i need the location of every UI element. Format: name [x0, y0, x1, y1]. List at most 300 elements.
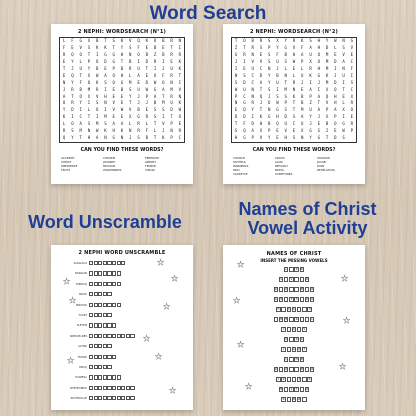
grid-letter: Y: [284, 38, 287, 44]
vowel-blank-box[interactable]: [287, 327, 292, 332]
grid-letter: R: [178, 128, 182, 134]
grid-letter: T: [79, 135, 82, 141]
word-unscramble-title: 2 NEPHI WORD UNSCRAMBLE: [78, 250, 166, 256]
word-search-2-title: 2 NEPHI: WORDSEARCH (N°2): [249, 29, 339, 35]
grid-letter: T: [162, 93, 165, 99]
grid-letter: R: [129, 65, 132, 71]
grid-letter: G: [317, 72, 320, 78]
grid-letter: J: [317, 79, 320, 85]
grid-letter: T: [292, 100, 296, 106]
vowel-row: [223, 297, 365, 303]
word-list-item: LIBERTY: [145, 160, 157, 165]
grid-letter: W: [342, 128, 345, 134]
grid-letter: W: [153, 79, 157, 85]
scrambled-word: YRENUOJ: [75, 282, 87, 286]
grid-letter: D: [334, 135, 337, 141]
vowel-blank-box[interactable]: [284, 297, 289, 302]
grid-letter: T: [112, 45, 115, 51]
vowel-blank-box[interactable]: [297, 307, 302, 312]
scrambled-word: ERVTNIOLAE: [70, 397, 87, 401]
grid-letter: V: [259, 135, 263, 141]
grid-letter: T: [153, 135, 157, 141]
grid-letter: O: [79, 93, 82, 99]
grid-letter: Z: [153, 51, 157, 57]
grid-letter: U: [170, 100, 173, 106]
grid-letter: V: [129, 107, 132, 113]
grid-letter: A: [334, 107, 337, 113]
grid-letter: R: [178, 51, 182, 57]
star-icon: ★: [143, 334, 151, 343]
vowel-blank-box[interactable]: [289, 317, 294, 322]
grid-letter: S: [267, 38, 271, 44]
grid-letter: D: [251, 121, 254, 127]
grid-letter: V: [162, 121, 165, 127]
answer-box[interactable]: [112, 323, 116, 327]
grid-letter: L: [334, 45, 337, 51]
star-icon: ★: [67, 356, 75, 365]
grid-letter: L: [129, 121, 132, 127]
answer-boxes[interactable]: [89, 261, 126, 265]
grid-letter: T: [129, 100, 132, 106]
grid-letter: N: [129, 51, 132, 57]
scrambled-word: PLETEM: [76, 324, 87, 328]
vowel-blank-box[interactable]: [292, 377, 297, 382]
answer-boxes[interactable]: [89, 313, 112, 317]
grid-letter: I: [334, 65, 337, 71]
vowel-blank-box[interactable]: [294, 367, 299, 372]
grid-letter: C: [178, 79, 182, 85]
answer-box[interactable]: [130, 396, 134, 400]
vowel-blank-box[interactable]: [300, 387, 305, 392]
letter-box: R: [308, 377, 311, 381]
star-icon: ★: [69, 296, 77, 305]
grid-letter: H: [259, 121, 263, 127]
grid-letter: L: [145, 121, 148, 127]
vowel-blank-box[interactable]: [281, 307, 286, 312]
grid-letter: F: [301, 45, 304, 51]
grid-letter: N: [120, 135, 124, 141]
grid-letter: U: [243, 86, 246, 92]
names-of-christ-heading: [205, 200, 410, 238]
names-of-christ-sheet: [223, 245, 365, 410]
grid-letter: F: [62, 45, 66, 51]
letter-box: M: [277, 307, 280, 311]
letter-box: H: [308, 307, 311, 311]
answer-boxes[interactable]: [89, 334, 135, 338]
grid-letter: T: [120, 58, 124, 64]
scrambled-word: NTEDECBEOI: [70, 386, 87, 390]
grid-letter: B: [95, 65, 99, 71]
grid-letter: C: [350, 58, 354, 64]
unscramble-row: [57, 271, 187, 278]
vowel-row: [223, 307, 365, 313]
grid-letter: S: [234, 128, 238, 134]
letter-box: R: [282, 377, 285, 381]
grid-letter: J: [129, 135, 132, 141]
answer-box[interactable]: [107, 292, 111, 296]
grid-letter: Z: [234, 45, 238, 51]
answer-box[interactable]: [130, 386, 134, 390]
grid-letter: K: [120, 128, 124, 134]
grid-letter: V: [112, 100, 115, 106]
vowel-blank-box[interactable]: [289, 367, 294, 372]
grid-letter: C: [251, 79, 254, 85]
grid-letter: J: [259, 100, 263, 106]
grid-letter: S: [137, 135, 140, 141]
scrambled-word: SARALELO: [73, 262, 87, 265]
grid-letter: B: [276, 72, 279, 78]
grid-letter: N: [129, 128, 132, 134]
grid-letter: R: [95, 86, 99, 92]
grid-letter: P: [251, 135, 254, 141]
grid-letter: C: [79, 114, 82, 120]
grid-letter: S: [267, 58, 271, 64]
vowel-blank-box[interactable]: [289, 357, 294, 362]
letter-box: M: [300, 287, 303, 291]
grid-letter: R: [137, 128, 140, 134]
grid-letter: B: [301, 93, 304, 99]
grid-letter: P: [284, 100, 287, 106]
letter-box: M: [300, 367, 303, 371]
grid-letter: S: [87, 45, 91, 51]
grid-letter: S: [112, 38, 115, 44]
grid-letter: Y: [129, 93, 132, 99]
grid-letter: G: [153, 86, 157, 92]
grid-letter: W: [95, 128, 99, 134]
word-list-item: JOURNEY: [103, 160, 116, 165]
grid-letter: V: [79, 45, 82, 51]
unscramble-row: [57, 344, 187, 351]
grid-letter: E: [71, 45, 74, 51]
answer-box[interactable]: [117, 271, 121, 275]
letter-box: D: [300, 267, 303, 271]
answer-box[interactable]: [117, 282, 121, 286]
grid-letter: L: [87, 107, 91, 113]
grid-letter: W: [95, 72, 99, 78]
grid-letter: C: [350, 86, 354, 92]
vowel-blank-box[interactable]: [302, 307, 307, 312]
grid-letter: A: [317, 107, 320, 113]
answer-boxes[interactable]: [89, 292, 112, 296]
grid-letter: Y: [325, 38, 329, 44]
grid-letter: L: [301, 65, 304, 71]
grid-letter: B: [120, 65, 124, 71]
vowel-blank-box[interactable]: [289, 267, 294, 272]
grid-letter: H: [317, 45, 320, 51]
word-list-item: MESSIAH: [275, 164, 288, 169]
grid-letter: D: [243, 114, 246, 120]
grid-letter: T: [342, 86, 345, 92]
grid-letter: X: [259, 128, 263, 134]
answer-boxes[interactable]: [89, 323, 117, 327]
grid-letter: M: [325, 65, 329, 71]
grid-letter: R: [170, 38, 173, 44]
grid-letter: X: [325, 86, 329, 92]
grid-letter: Q: [137, 38, 140, 44]
grid-letter: A: [301, 51, 304, 57]
vowel-blank-box[interactable]: [279, 367, 284, 372]
grid-letter: I: [325, 128, 329, 134]
grid-letter: I: [243, 58, 246, 64]
grid-letter: I: [95, 114, 99, 120]
scrambled-word: SNOVI: [78, 293, 87, 297]
grid-letter: B: [137, 107, 140, 113]
vowel-blank-box[interactable]: [300, 297, 305, 302]
grid-letter: T: [104, 38, 107, 44]
grid-letter: V: [259, 58, 263, 64]
vowel-blank-box[interactable]: [300, 277, 305, 282]
grid-letter: N: [251, 51, 254, 57]
grid-letter: S: [309, 38, 312, 44]
grid-letter: S: [129, 45, 132, 51]
grid-letter: K: [162, 135, 165, 141]
grid-letter: F: [137, 45, 140, 51]
unscramble-row: [57, 313, 187, 320]
grid-letter: E: [334, 128, 337, 134]
grid-letter: H: [276, 114, 279, 120]
grid-letter: A: [120, 121, 124, 127]
grid-letter: P: [170, 135, 173, 141]
grid-letter: L: [292, 72, 296, 78]
grid-letter: F: [243, 121, 246, 127]
grid-letter: R: [251, 45, 254, 51]
grid-letter: G: [276, 107, 279, 113]
grid-letter: P: [309, 93, 312, 99]
letter-box: D: [285, 367, 288, 371]
unscramble-row: [57, 334, 187, 341]
grid-letter: E: [342, 93, 345, 99]
grid-letter: C: [178, 135, 182, 141]
vowel-blank-box[interactable]: [287, 347, 292, 352]
answer-box[interactable]: [121, 261, 125, 265]
letter-box: R: [306, 297, 308, 301]
word-list-item: VISION: [145, 168, 155, 173]
unscramble-row: [57, 258, 187, 268]
grid-letter: J: [317, 114, 320, 120]
grid-letter: T: [145, 65, 148, 71]
grid-letter: N: [62, 79, 66, 85]
answer-box[interactable]: [107, 313, 111, 317]
vowel-blank-box[interactable]: [305, 367, 310, 372]
grid-letter: C: [251, 72, 254, 78]
grid-letter: G: [112, 51, 115, 57]
word-list-item: OBEDIENCE: [61, 164, 78, 169]
grid-letter: B: [325, 121, 329, 127]
word-search-1-word-list: [61, 156, 185, 172]
grid-letter: H: [334, 100, 337, 106]
grid-letter: T: [259, 107, 263, 113]
unscramble-row: [57, 352, 187, 362]
grid-letter: J: [309, 121, 312, 127]
grid-letter: J: [62, 86, 66, 92]
grid-letter: X: [350, 93, 354, 99]
answer-boxes[interactable]: [89, 386, 135, 390]
grid-letter: S: [342, 135, 345, 141]
grid-letter: I: [309, 79, 312, 85]
vowel-blank-box[interactable]: [302, 377, 307, 382]
grid-letter: Y: [276, 45, 279, 51]
scrambled-word: HSIMESA: [75, 376, 87, 380]
grid-letter: O: [162, 79, 165, 85]
answer-boxes[interactable]: [89, 271, 121, 275]
vowel-blank-box[interactable]: [287, 377, 292, 382]
scrambled-word: TSURT: [78, 314, 87, 317]
grid-letter: T: [170, 114, 173, 120]
answer-box[interactable]: [117, 303, 121, 307]
answer-boxes[interactable]: [89, 365, 112, 369]
grid-letter: Y: [251, 107, 254, 113]
answer-box[interactable]: [117, 375, 121, 379]
vowel-blank-box[interactable]: [305, 287, 310, 292]
grid-letter: N: [251, 93, 254, 99]
letter-box: R: [275, 367, 277, 371]
letter-box: L: [282, 347, 285, 351]
grid-letter: E: [112, 86, 115, 92]
grid-letter: E: [62, 58, 66, 64]
word-list-item: CHURCH: [233, 156, 245, 160]
grid-letter: J: [162, 128, 165, 134]
grid-letter: B: [301, 100, 304, 106]
answer-box[interactable]: [112, 355, 116, 359]
letter-box: R: [311, 367, 313, 371]
grid-letter: U: [309, 51, 312, 57]
vowel-blank-box[interactable]: [297, 327, 302, 332]
grid-letter: G: [350, 38, 354, 44]
grid-letter: S: [259, 45, 263, 51]
word-list-item: TEMPLE: [145, 164, 156, 169]
grid-letter: M: [162, 100, 165, 106]
grid-letter: F: [162, 72, 165, 78]
grid-letter: N: [170, 79, 173, 85]
grid-letter: E: [350, 114, 354, 120]
grid-letter: W: [234, 86, 238, 92]
grid-letter: T: [87, 51, 91, 57]
vowel-blank-box[interactable]: [284, 277, 289, 282]
grid-letter: X: [309, 58, 312, 64]
vowel-blank-box[interactable]: [294, 277, 299, 282]
grid-letter: U: [251, 65, 254, 71]
grid-letter: R: [137, 121, 140, 127]
letter-box: C: [277, 377, 280, 381]
grid-letter: I: [350, 72, 354, 78]
grid-letter: A: [79, 121, 82, 127]
grid-letter: M: [87, 86, 91, 92]
grid-letter: C: [243, 93, 246, 99]
grid-letter: O: [153, 38, 157, 44]
grid-letter: Q: [71, 72, 74, 78]
word-list-item: FREEDOM: [145, 156, 159, 160]
word-list-item: WARNINGS: [233, 164, 249, 169]
grid-letter: A: [95, 135, 99, 141]
vowel-blank-box[interactable]: [279, 287, 284, 292]
grid-letter: P: [145, 93, 148, 99]
grid-letter: K: [325, 72, 329, 78]
grid-letter: E: [178, 121, 182, 127]
grid-letter: V: [251, 58, 254, 64]
grid-letter: X: [276, 38, 279, 44]
vowel-blank-box[interactable]: [289, 287, 294, 292]
letter-box: V: [290, 277, 293, 281]
vowel-blank-box[interactable]: [302, 397, 307, 402]
answer-boxes[interactable]: [89, 344, 112, 348]
grid-letter: I: [234, 65, 238, 71]
vowel-row: [223, 287, 365, 293]
answer-box[interactable]: [107, 365, 111, 369]
answer-boxes[interactable]: [89, 375, 121, 379]
unscramble-row: [57, 386, 187, 393]
grid-letter: L: [62, 38, 66, 44]
answer-boxes[interactable]: [89, 355, 117, 359]
grid-letter: K: [104, 128, 107, 134]
answer-box[interactable]: [130, 334, 134, 338]
grid-letter: P: [170, 121, 173, 127]
grid-letter: B: [145, 51, 148, 57]
answer-boxes[interactable]: [89, 396, 135, 400]
vowel-blank-box[interactable]: [289, 337, 294, 342]
letter-box: S: [303, 327, 306, 331]
vowel-blank-box[interactable]: [274, 317, 279, 322]
grid-letter: X: [87, 93, 91, 99]
grid-letter: T: [284, 79, 287, 85]
grid-letter: Y: [79, 100, 82, 106]
grid-letter: U: [342, 72, 345, 78]
grid-letter: U: [276, 79, 279, 85]
grid-letter: R: [145, 114, 148, 120]
names-of-christ-heading-line1: Names of Christ: [238, 199, 377, 219]
vowel-blank-box[interactable]: [294, 287, 299, 292]
grid-letter: F: [79, 79, 82, 85]
vowel-blank-box[interactable]: [284, 387, 289, 392]
vowel-blank-box[interactable]: [287, 397, 292, 402]
grid-letter: O: [87, 79, 91, 85]
grid-letter: S: [95, 100, 99, 106]
grid-letter: B: [267, 121, 271, 127]
grid-letter: Y: [267, 135, 271, 141]
grid-letter: H: [112, 128, 115, 134]
grid-letter: S: [292, 114, 296, 120]
letter-box: G: [293, 347, 295, 351]
grid-letter: U: [284, 121, 287, 127]
letter-box: S: [293, 307, 295, 311]
grid-letter: D: [145, 58, 148, 64]
grid-letter: E: [317, 121, 320, 127]
grid-letter: A: [259, 79, 263, 85]
grid-letter: J: [301, 79, 304, 85]
grid-letter: A: [309, 45, 312, 51]
answer-boxes[interactable]: [89, 282, 121, 286]
grid-letter: B: [153, 100, 157, 106]
grid-letter: E: [62, 72, 66, 78]
grid-letter: U: [137, 65, 140, 71]
grid-letter: E: [104, 65, 107, 71]
grid-letter: B: [129, 58, 132, 64]
vowel-blank-box[interactable]: [305, 317, 310, 322]
grid-letter: V: [325, 100, 329, 106]
letter-box: B: [293, 397, 295, 401]
grid-letter: S: [317, 128, 320, 134]
grid-letter: N: [342, 65, 345, 71]
vowel-blank-box[interactable]: [300, 317, 305, 322]
answer-box[interactable]: [107, 344, 111, 348]
grid-letter: I: [162, 114, 165, 120]
grid-letter: N: [267, 107, 271, 113]
grid-letter: E: [259, 51, 263, 57]
answer-boxes[interactable]: [89, 303, 121, 307]
grid-letter: G: [120, 79, 124, 85]
letter-box: R: [282, 397, 285, 401]
grid-letter: B: [251, 38, 254, 44]
grid-letter: E: [276, 135, 279, 141]
